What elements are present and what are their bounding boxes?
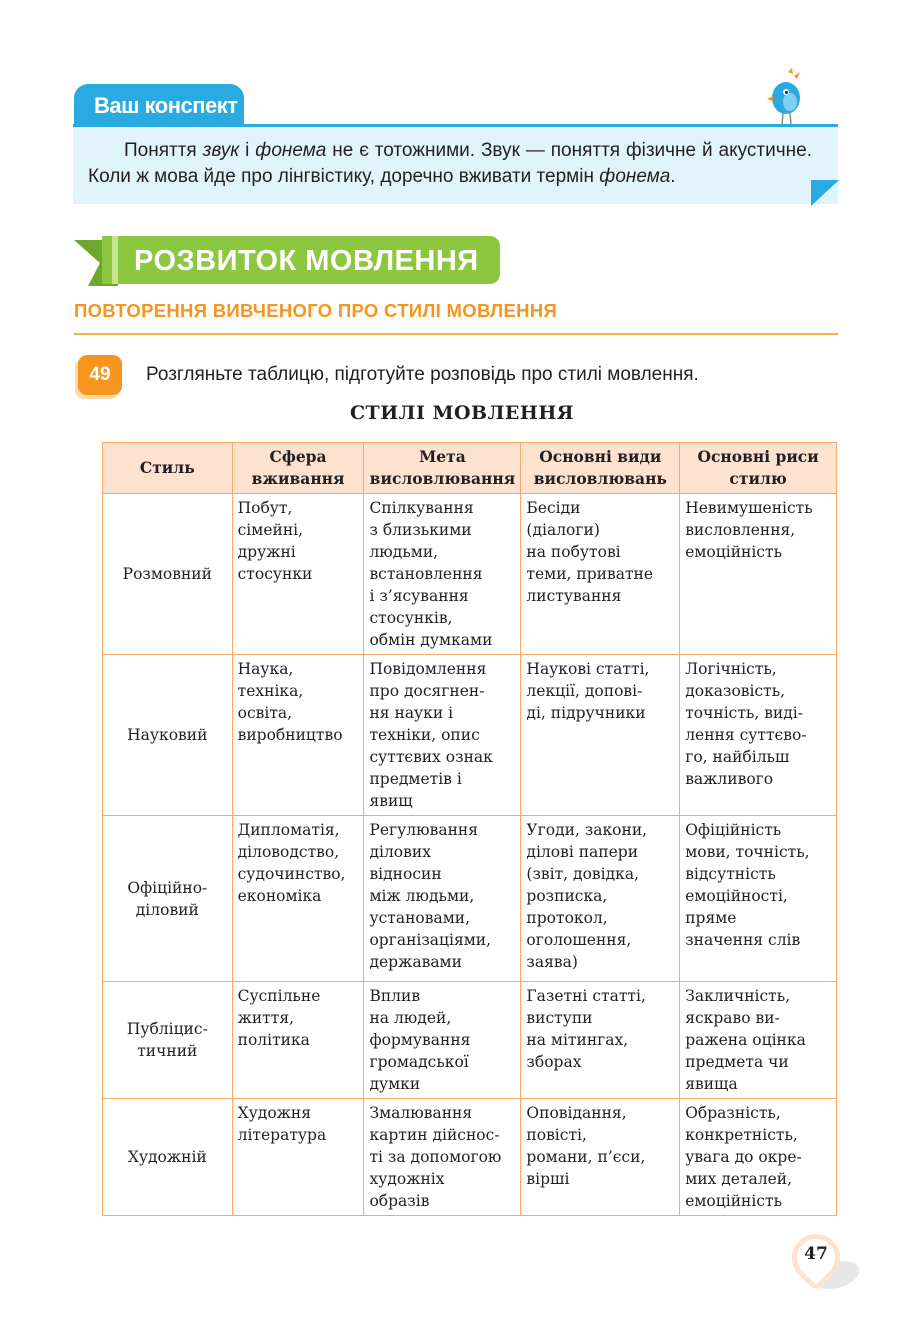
cell-sphere: Побут, сімейні, дружні стосунки (232, 494, 364, 655)
cell-goal: Змалювання картин дійснос- ті за допомогою художніх образів (364, 1099, 521, 1216)
header-goal: Мета висловлювання (364, 443, 521, 494)
note-text: Поняття звук і фонема не є тотожними. Звук — поняття фізичне й акустичне. Коли ж мова йде про лінгвістику, доречно вживати термін фонема. (88, 140, 812, 187)
table-row (103, 982, 837, 1099)
section-subheading: ПОВТОРЕННЯ ВИВЧЕНОГО ПРО СТИЛІ МОВЛЕННЯ (74, 300, 838, 335)
exercise-instruction: Розгляньте таблицю, підготуйте розповідь про стилі мовлення. (146, 364, 699, 385)
cell-types: Оповідання, повісті, романи, п’єси, вірші (521, 1099, 680, 1216)
header-features: Основні риси стилю (680, 443, 837, 494)
cell-types: Угоди, закони, ділові папери (звіт, довідка, розписка, протокол, оголошення, заява) (521, 816, 680, 982)
note-tab-label: Ваш конспект (74, 84, 244, 126)
cell-sphere: Художня література (232, 1099, 364, 1216)
bird-icon (764, 66, 808, 126)
cell-types: Газетні статті, виступи на мітингах, зборах (521, 982, 680, 1099)
header-sphere: Сфера вживання (232, 443, 364, 494)
cell-features: Логічність, доказовість, точність, виді- лення суттєво- го, найбільш важливого (680, 655, 837, 816)
cell-sphere: Суспільне життя, політика (232, 982, 364, 1099)
cell-goal: Спілкування з близькими людьми, встановлення і з’ясування стосунків, обмін думками (364, 494, 521, 655)
table-row (103, 494, 837, 655)
cell-features: Офіційність мови, точність, відсутність емоційності, пряме значення слів (680, 816, 837, 982)
cell-style: Науковий (103, 655, 233, 816)
exercise-number-badge: 49 (78, 355, 122, 395)
cell-features: Невимушеність висловлення, емоційність (680, 494, 837, 655)
page-number: 47 (804, 1244, 828, 1264)
table-row (103, 816, 837, 982)
cell-sphere: Наука, техніка, освіта, виробництво (232, 655, 364, 816)
styles-table (102, 442, 837, 1216)
cell-features: Закличність, яскраво ви- ражена оцінка предмета чи явища (680, 982, 837, 1099)
cell-types: Наукові статті, лекції, допові- ді, підручники (521, 655, 680, 816)
section-title: РОЗВИТОК МОВЛЕННЯ (134, 245, 479, 277)
cell-goal: Повідомлення про досягнен- ня науки і техніки, опис суттєвих ознак предметів і явищ (364, 655, 521, 816)
note-corner-decoration (811, 180, 839, 206)
cell-sphere: Дипломатія, діловодство, судочинство, економіка (232, 816, 364, 982)
cell-types: Бесіди (діалоги) на побутові теми, приватне листування (521, 494, 680, 655)
header-types: Основні види висловлювань (521, 443, 680, 494)
table-title: СТИЛІ МОВЛЕННЯ (349, 402, 575, 424)
table-header-row (103, 443, 837, 494)
cell-style: Розмовний (103, 494, 233, 655)
cell-goal: Вплив на людей, формування громадської думки (364, 982, 521, 1099)
header-style: Стиль (103, 443, 233, 494)
cell-goal: Регулювання ділових відносин між людьми, установами, організаціями, державами (364, 816, 521, 982)
table-row (103, 655, 837, 816)
table-row (103, 1099, 837, 1216)
cell-style: Офіційно- діловий (103, 816, 233, 982)
cell-features: Образність, конкретність, увага до окре- мих деталей, емоційність (680, 1099, 837, 1216)
banner-strip (112, 236, 118, 284)
cell-style: Художній (103, 1099, 233, 1216)
cell-style: Публіцис- тичний (103, 982, 233, 1099)
